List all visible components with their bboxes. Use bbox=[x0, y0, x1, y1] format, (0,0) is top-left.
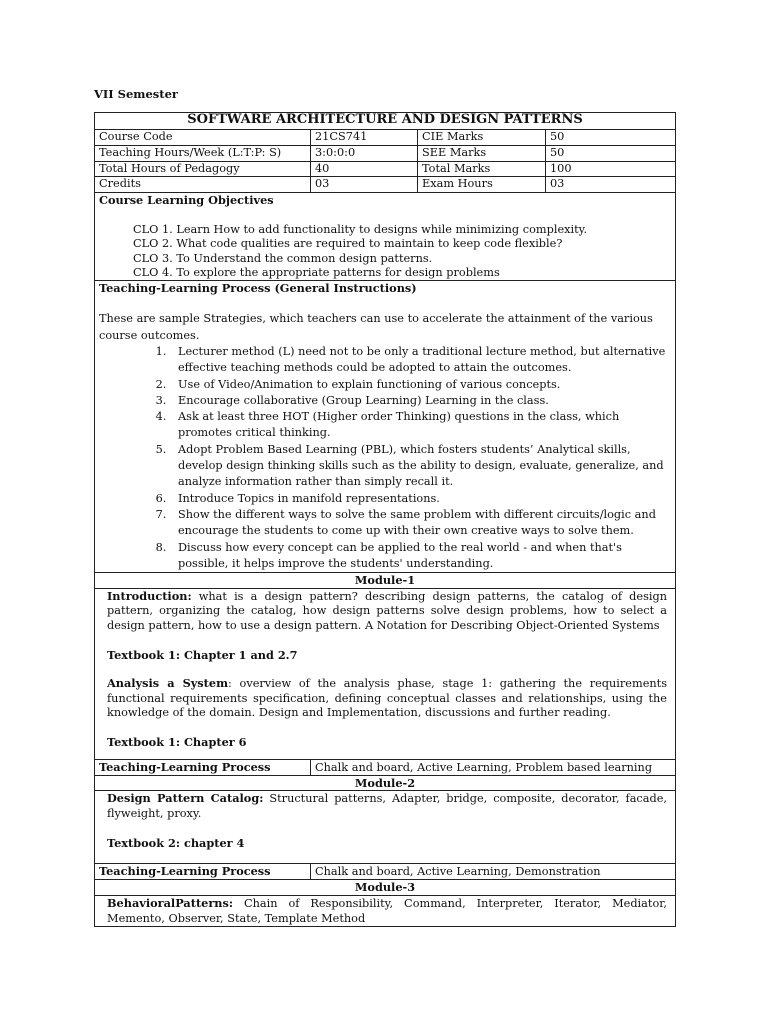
textbook-ref: Textbook 1: Chapter 1 and 2.7 bbox=[107, 647, 298, 662]
list-item: 1. Lecturer method (L) need not to be only a traditional lecture method, but alternative effective teaching methods could be adopted to attain the outcomes. bbox=[170, 344, 671, 377]
info-row bbox=[95, 177, 676, 193]
info-row bbox=[95, 145, 676, 161]
info-value: 03 bbox=[311, 177, 418, 193]
tlp-value: Chalk and board, Active Learning, Demonstration bbox=[311, 864, 676, 880]
analysis-text: : overview of the analysis phase, stage 1: gathering the requirements functional requirements specification, defining conceptual classes and relationships, using the knowledge of the domain. Design and Implementation, discussions and further reading. bbox=[107, 677, 668, 720]
tlp-section bbox=[95, 281, 676, 573]
module-3-content bbox=[95, 895, 676, 926]
tlp-heading: Teaching-Learning Process (General Instructions) bbox=[99, 281, 417, 296]
module-3-heading: Module-3 bbox=[95, 880, 676, 896]
intro-label: Introduction: bbox=[107, 588, 192, 603]
clo-list bbox=[99, 223, 671, 281]
tlp-label: Teaching-Learning Process bbox=[95, 759, 311, 775]
clo-item: CLO 2. What code qualities are required to maintain to keep code flexible? bbox=[133, 237, 563, 251]
syllabus-table bbox=[94, 112, 676, 927]
module-2-heading: Module-2 bbox=[95, 775, 676, 791]
info-value: 03 bbox=[546, 177, 676, 193]
tlp-value: Chalk and board, Active Learning, Problem based learning bbox=[311, 759, 676, 775]
module-1-intro bbox=[107, 589, 667, 634]
tlp-label: Teaching-Learning Process bbox=[95, 864, 311, 880]
info-label: Total Hours of Pedagogy bbox=[95, 161, 311, 177]
module-1-content bbox=[95, 588, 676, 759]
list-item: 5. Adopt Problem Based Learning (PBL), which fosters students’ Analytical skills, develop design thinking skills such as the ability to design, evaluate, generalize, and analyze information rather than simply recall it. bbox=[170, 442, 671, 491]
module-1-analysis bbox=[107, 676, 667, 721]
info-label: SEE Marks bbox=[418, 145, 546, 161]
textbook-ref: Textbook 2: chapter 4 bbox=[107, 835, 245, 850]
behavioral-label: BehavioralPatterns: bbox=[107, 895, 234, 910]
behavioral-text: Chain of Responsibility, Command, Interpreter, Iterator, Mediator, Memento, Observer, State, Template Method bbox=[107, 896, 667, 925]
list-item: 7. Show the different ways to solve the same problem with different circuits/logic and encourage the students to come up with their own creative ways to solve them. bbox=[170, 507, 671, 540]
info-label: Teaching Hours/Week (L:T:P: S) bbox=[95, 145, 311, 161]
info-label: CIE Marks bbox=[418, 130, 546, 146]
catalog-label: Design Pattern Catalog: bbox=[107, 791, 264, 806]
clo-item: CLO 4. To explore the appropriate patterns for design problems bbox=[133, 266, 500, 279]
list-item: 8. Discuss how every concept can be applied to the real world - and when that's possible, it helps improve the students' understanding. bbox=[170, 540, 671, 573]
list-item: 2. Use of Video/Animation to explain functioning of various concepts. bbox=[170, 377, 671, 393]
info-label: Exam Hours bbox=[418, 177, 546, 193]
list-item: 3. Encourage collaborative (Group Learning) Learning in the class. bbox=[170, 393, 671, 409]
module-2-catalog bbox=[107, 791, 667, 821]
tlp-strategy-list bbox=[99, 344, 671, 572]
info-value: 3:0:0:0 bbox=[311, 145, 418, 161]
info-label: Total Marks bbox=[418, 161, 546, 177]
clo-section bbox=[95, 193, 676, 281]
info-row bbox=[95, 161, 676, 177]
analysis-label: Analysis a System bbox=[107, 676, 229, 691]
info-value: 21CS741 bbox=[311, 130, 418, 146]
module-1-heading: Module-1 bbox=[95, 573, 676, 589]
course-title: SOFTWARE ARCHITECTURE AND DESIGN PATTERNS bbox=[95, 113, 676, 130]
info-value: 40 bbox=[311, 161, 418, 177]
intro-text: what is a design pattern? describing design patterns, the catalog of design pattern, organizing the catalog, how design patterns solve design problems, how to select a design pattern, how to use a design pattern. A Notation for Describing Object-Oriented Systems bbox=[107, 589, 667, 632]
semester-label: VII Semester bbox=[94, 87, 178, 101]
catalog-text: Structural patterns, Adapter, bridge, composite, decorator, facade, flyweight, proxy. bbox=[107, 792, 667, 820]
info-label: Course Code bbox=[95, 130, 311, 146]
clo-item: CLO 1. Learn How to add functionality to designs while minimizing complexity. bbox=[133, 222, 588, 236]
info-label: Credits bbox=[95, 177, 311, 193]
info-value: 50 bbox=[546, 130, 676, 146]
tlp-intro: These are sample Strategies, which teachers can use to accelerate the attainment of the various course outcomes. bbox=[99, 312, 653, 342]
clo-item: CLO 3. To Understand the common design patterns. bbox=[133, 251, 433, 265]
textbook-ref: Textbook 1: Chapter 6 bbox=[107, 734, 247, 749]
module-1-tlp-row bbox=[95, 759, 676, 775]
list-item: 6. Introduce Topics in manifold representations. bbox=[170, 491, 671, 507]
info-value: 50 bbox=[546, 145, 676, 161]
info-value: 100 bbox=[546, 161, 676, 177]
info-row bbox=[95, 130, 676, 146]
module-3-behavioral bbox=[107, 896, 667, 926]
list-item: 4. Ask at least three HOT (Higher order Thinking) questions in the class, which promotes critical thinking. bbox=[170, 409, 671, 442]
clo-heading: Course Learning Objectives bbox=[99, 193, 274, 208]
module-2-content bbox=[95, 791, 676, 864]
module-2-tlp-row bbox=[95, 864, 676, 880]
